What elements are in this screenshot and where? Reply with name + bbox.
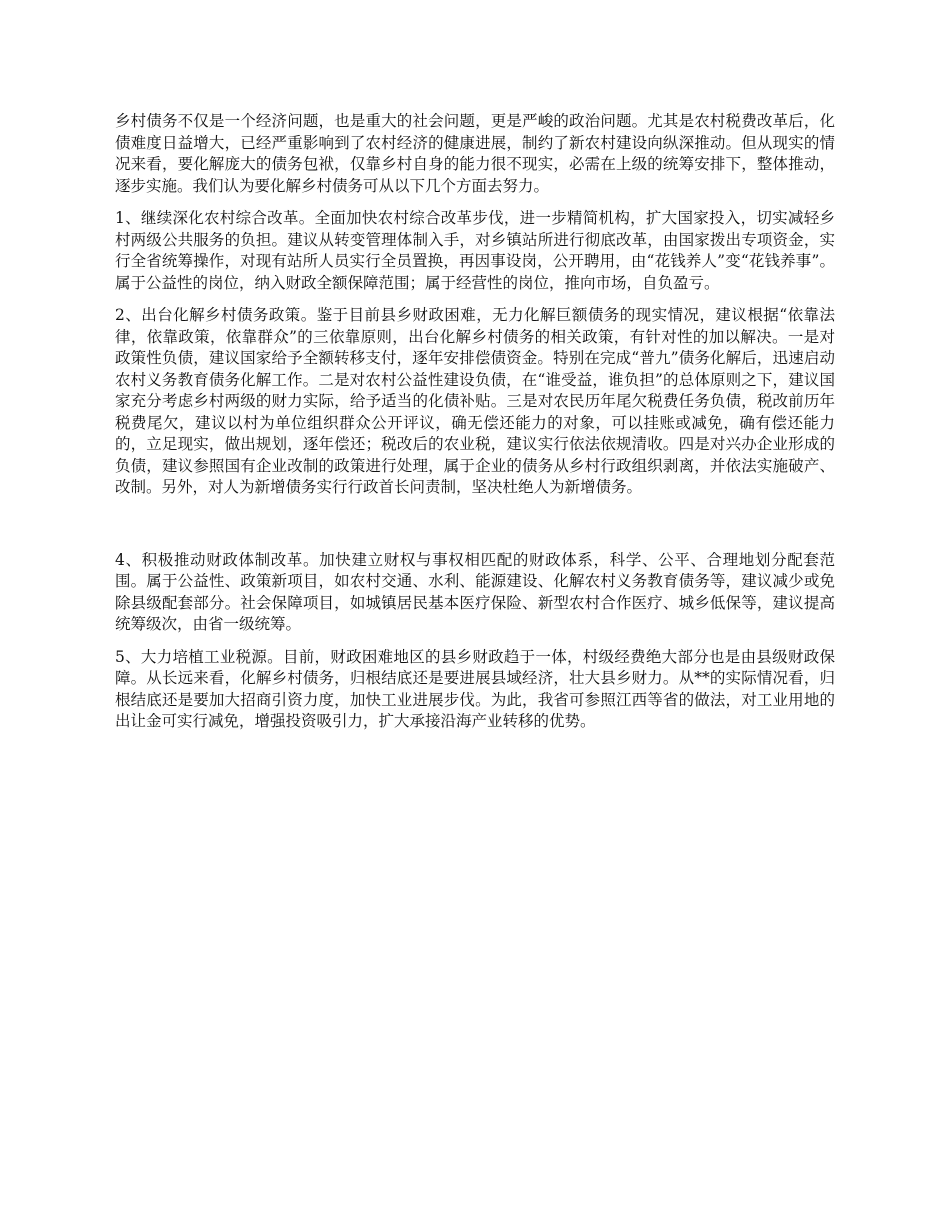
section-2-paragraph: 2、出台化解乡村债务政策。鉴于目前县乡财政困难，无力化解巨额债务的现实情况，建议根据“依靠法律，依靠政策，依靠群众”的三依靠原则，出台化解乡村债务的相关政策，有针对性的加以解决。一是对政策性负债，建议国家给予全额转移支付，逐年安排偿债资金。特别在完成“普九”债务化解后，迅速启动农村义务教育债务化解工作。二是对农村公益性建设负债，在“谁受益，谁负担”的总体原则之下，建议国家充分考虑乡村两级的财力实际，给予适当的化债补贴。三是对农民历年尾欠税费任务负债，税改前历年税费尾欠，建议以村为单位组织群众公开评议，确无偿还能力的对象，可以挂账或减免，确有偿还能力的，立足现实，做出规划，逐年偿还；税改后的农业税，建议实行依法依规清收。四是对兴办企业形成的负债，建议参照国有企业改制的政策进行处理，属于企业的债务从乡村行政组织剥离，并依法实施破产、改制。另外，对人为新增债务实行行政首长问责制，坚决杜绝人为新增债务。 [115,306,835,496]
blank-gap [115,510,835,550]
section-1-paragraph: 1、继续深化农村综合改革。全面加快农村综合改革步伐，进一步精简机构，扩大国家投入，切实减轻乡村两级公共服务的负担。建议从转变管理体制入手，对乡镇站所进行彻底改革，由国家拨出专项资金，实行全省统筹操作，对现有站所人员实行全员置换，再因事设岗，公开聘用，由“花钱养人”变“花钱养事”。属于公益性的岗位，纳入财政全额保障范围；属于经营性的岗位，推向市场，自负盈亏。 [115,209,835,292]
section-5-paragraph: 5、大力培植工业税源。目前，财政困难地区的县乡财政趋于一体，村级经费绝大部分也是由县级财政保障。从长远来看，化解乡村债务，归根结底还是要进展县域经济，壮大县乡财力。从**的实际情况看，归根结底还是要加大招商引资力度，加快工业进展步伐。为此，我省可参照江西等省的做法，对工业用地的出让金可实行减免，增强投资吸引力，扩大承接沿海产业转移的优势。 [115,647,835,730]
intro-paragraph: 乡村债务不仅是一个经济问题，也是重大的社会问题，更是严峻的政治问题。尤其是农村税费改革后，化债难度日益增大，已经严重影响到了农村经济的健康进展，制约了新农村建设向纵深推动。但从现实的情况来看，要化解庞大的债务包袱，仅靠乡村自身的能力很不现实，必需在上级的统筹安排下，整体推动，逐步实施。我们认为要化解乡村债务可从以下几个方面去努力。 [115,112,835,195]
section-4-paragraph: 4、积极推动财政体制改革。加快建立财权与事权相匹配的财政体系，科学、公平、合理地划分配套范围。属于公益性、政策新项目，如农村交通、水利、能源建设、化解农村义务教育债务等，建议减少或免除县级配套部分。社会保障项目，如城镇居民基本医疗保险、新型农村合作医疗、城乡低保等，建议提高统筹级次，由省一级统筹。 [115,550,835,633]
document-body [115,111,835,744]
